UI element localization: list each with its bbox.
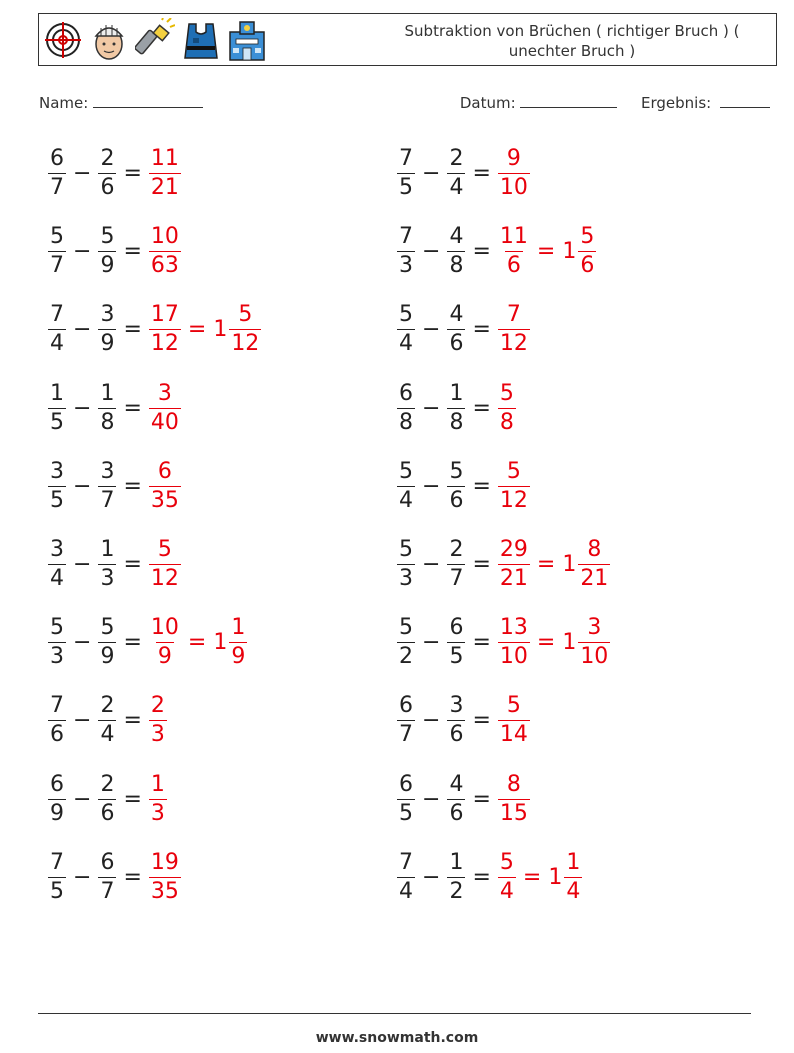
minuend-fraction [397,223,415,280]
denominator: 2 [449,878,464,904]
problem-12 [395,223,598,280]
denominator: 3 [150,722,165,748]
problem-16 [395,536,612,593]
minuend-fraction [397,771,415,828]
denominator: 5 [399,175,413,200]
mixed-fraction [229,614,247,671]
mixed-fraction [578,223,596,280]
minuend-fraction [48,145,66,202]
subtrahend-fraction [447,458,465,515]
mixed-whole: 1 [213,317,228,343]
header-icons [43,18,267,62]
equals-sign: = [522,864,542,890]
subtrahend-fraction [447,301,465,358]
denominator: 3 [399,566,413,591]
denominator: 12 [150,566,179,591]
minus-sign: − [422,473,441,499]
denominator: 4 [499,878,514,904]
denominator: 6 [100,175,115,200]
numerator: 6 [449,615,464,641]
subtrahend-fraction [98,536,116,593]
numerator: 3 [100,302,115,328]
denominator: 8 [100,409,115,435]
numerator: 11 [150,146,179,171]
denominator: 6 [449,487,464,513]
denominator: 8 [399,409,413,435]
mixed-whole: 1 [562,239,577,265]
minuend-fraction [397,145,415,202]
denominator: 4 [566,878,581,904]
name-blank[interactable] [93,93,203,108]
minuend-fraction [48,223,66,280]
numerator: 5 [506,693,521,719]
equals-sign: = [472,708,491,734]
minus-sign: − [73,630,92,656]
denominator: 4 [399,331,413,357]
denominator: 35 [150,487,179,513]
numerator: 13 [499,615,528,641]
minuend-fraction [397,380,415,437]
numerator: 5 [100,224,115,250]
answer-fraction [149,145,181,202]
numerator: 8 [587,537,602,562]
numerator: 1 [449,380,464,406]
mixed-whole: 1 [548,864,563,890]
minuend-fraction [397,536,415,593]
denominator: 3 [100,566,115,591]
minus-sign: − [422,630,441,656]
numerator: 11 [499,224,528,250]
minuend-fraction [48,849,66,906]
minus-sign: − [73,239,92,265]
denominator: 5 [399,800,413,826]
numerator: 10 [150,615,179,641]
minus-sign: − [73,864,92,890]
denominator: 9 [157,644,172,670]
numerator: 3 [449,693,464,719]
denominator: 6 [506,253,521,279]
date-blank[interactable] [520,93,617,108]
denominator: 21 [580,566,609,591]
problem-13 [395,301,532,358]
answer-fraction [149,849,181,906]
problem-7 [46,614,249,671]
answer-fraction [498,223,530,280]
numerator: 7 [399,224,413,250]
problem-8 [46,692,169,749]
problem-11 [395,145,532,202]
problem-4 [46,380,183,437]
equals-sign: = [536,630,556,656]
score-blank[interactable] [720,93,770,108]
numerator: 5 [399,537,413,562]
numerator: 29 [499,537,528,562]
numerator: 1 [100,537,115,562]
subtrahend-fraction [447,145,465,202]
numerator: 1 [449,849,464,875]
denominator: 4 [50,331,64,357]
minuend-fraction [397,301,415,358]
numerator: 5 [399,302,413,328]
minus-sign: − [73,473,92,499]
footer-divider [38,1013,751,1014]
denominator: 4 [50,566,64,591]
problem-20 [395,849,584,906]
numerator: 1 [100,380,115,406]
equals-sign: = [123,317,142,343]
numerator: 5 [506,458,521,484]
answer-fraction [149,301,181,358]
denominator: 35 [150,878,179,904]
answer-fraction [498,301,530,358]
denominator: 10 [499,175,528,200]
worksheet-title: Subtraktion von Brüchen ( richtiger Bruch ) ( unechter Bruch ) [404,22,740,60]
numerator: 7 [50,693,64,719]
denominator: 6 [449,800,464,826]
equals-sign: = [472,552,491,577]
equals-sign: = [536,552,556,577]
subtrahend-fraction [447,223,465,280]
prisoner-icon [89,18,129,62]
numerator: 10 [150,224,179,250]
answer-fraction [498,145,530,202]
numerator: 6 [399,771,413,797]
denominator: 63 [150,253,179,279]
mixed-fraction [578,536,610,593]
numerator: 4 [449,224,464,250]
numerator: 4 [449,771,464,797]
police-vest-icon [181,18,221,62]
problem-1 [46,145,183,202]
crosshair-icon [43,18,83,62]
minus-sign: − [422,239,441,265]
minuend-fraction [48,771,66,828]
minus-sign: − [73,395,92,421]
numerator: 2 [100,771,115,797]
answer-fraction [498,614,530,671]
footer-url: www.snowmath.com [315,1030,479,1046]
minus-sign: − [73,786,92,812]
problem-3 [46,301,263,358]
numerator: 1 [50,380,64,406]
numerator: 1 [150,771,165,797]
subtrahend-fraction [447,536,465,593]
problem-19 [395,771,532,828]
numerator: 5 [499,380,514,406]
answer-fraction [498,380,516,437]
denominator: 9 [100,644,115,670]
denominator: 15 [499,800,528,826]
numerator: 5 [238,302,253,328]
numerator: 7 [399,849,413,875]
denominator: 3 [399,253,413,279]
problem-5 [46,458,183,515]
denominator: 4 [399,878,413,904]
numerator: 1 [231,615,246,641]
subtrahend-fraction [98,692,116,749]
numerator: 5 [399,458,413,484]
numerator: 5 [50,615,64,641]
answer-fraction [149,614,181,671]
minus-sign: − [422,708,441,734]
minuend-fraction [397,458,415,515]
denominator: 12 [231,331,260,357]
denominator: 12 [150,331,179,357]
numerator: 3 [587,615,602,641]
minus-sign: − [73,708,92,734]
equals-sign: = [472,239,491,265]
mixed-whole: 1 [562,552,577,577]
worksheet-header [38,13,777,66]
numerator: 5 [580,224,595,250]
mixed-fraction [564,849,582,906]
minus-sign: − [422,552,441,577]
answer-fraction [498,458,530,515]
denominator: 5 [50,487,64,513]
numerator: 7 [506,302,521,328]
denominator: 6 [449,722,464,748]
equals-sign: = [472,864,491,890]
denominator: 12 [499,331,528,357]
answer-fraction [498,771,530,828]
subtrahend-fraction [98,614,116,671]
numerator: 7 [50,849,64,875]
police-station-icon [227,18,267,62]
denominator: 3 [50,644,64,670]
equals-sign: = [123,786,142,812]
numerator: 7 [399,146,413,171]
equals-sign: = [472,395,491,421]
numerator: 17 [150,302,179,328]
minus-sign: − [422,786,441,812]
minus-sign: − [73,552,92,577]
minus-sign: − [73,317,92,343]
denominator: 9 [100,253,115,279]
subtrahend-fraction [447,692,465,749]
equals-sign: = [123,395,142,421]
denominator: 5 [50,409,64,435]
flashlight-icon [135,18,175,62]
numerator: 6 [100,849,115,875]
equals-sign: = [123,708,142,734]
minus-sign: − [422,864,441,890]
minus-sign: − [422,317,441,343]
equals-sign: = [472,317,491,343]
subtrahend-fraction [98,301,116,358]
equals-sign: = [123,630,142,656]
mixed-whole: 1 [562,630,577,656]
equals-sign: = [123,473,142,499]
denominator: 10 [580,644,609,670]
numerator: 3 [100,458,115,484]
denominator: 4 [100,722,115,748]
denominator: 40 [150,409,179,435]
problem-17 [395,614,612,671]
denominator: 7 [399,722,413,748]
denominator: 21 [150,175,179,200]
numerator: 3 [157,380,172,406]
equals-sign: = [536,239,556,265]
numerator: 6 [157,458,172,484]
denominator: 6 [50,722,64,748]
mixed-fraction [578,614,610,671]
date-label: Datum: [459,94,516,112]
answer-fraction [149,692,167,749]
name-label: Name: [39,94,89,112]
denominator: 2 [399,644,413,670]
denominator: 7 [50,175,64,200]
minus-sign: − [422,395,441,421]
subtrahend-fraction [447,614,465,671]
denominator: 8 [499,409,514,435]
denominator: 8 [449,409,464,435]
minuend-fraction [397,692,415,749]
denominator: 5 [449,644,464,670]
problem-18 [395,692,532,749]
equals-sign: = [123,239,142,265]
answer-fraction [149,458,181,515]
denominator: 8 [449,253,464,279]
denominator: 9 [50,800,64,826]
numerator: 6 [50,146,64,171]
denominator: 6 [580,253,595,279]
numerator: 6 [50,771,64,797]
mixed-fraction [229,301,261,358]
numerator: 2 [449,537,464,562]
minuend-fraction [48,692,66,749]
equals-sign: = [472,473,491,499]
numerator: 3 [50,537,64,562]
minus-sign: − [73,161,92,186]
equals-sign: = [472,786,491,812]
numerator: 5 [499,849,514,875]
name-field [39,93,203,112]
denominator: 7 [100,878,115,904]
equals-sign: = [472,161,491,186]
minuend-fraction [48,380,66,437]
numerator: 4 [449,302,464,328]
problem-9 [46,771,169,828]
numerator: 19 [150,849,179,875]
denominator: 3 [150,800,165,826]
answer-fraction [498,536,530,593]
numerator: 5 [399,615,413,641]
problem-15 [395,458,532,515]
numerator: 9 [506,146,521,171]
subtrahend-fraction [98,849,116,906]
denominator: 6 [100,800,115,826]
equals-sign: = [123,552,142,577]
subtrahend-fraction [98,771,116,828]
denominator: 5 [50,878,64,904]
minuend-fraction [48,458,66,515]
subtrahend-fraction [98,458,116,515]
problem-10 [46,849,183,906]
subtrahend-fraction [447,380,465,437]
problem-14 [395,380,518,437]
subtrahend-fraction [447,849,465,906]
numerator: 6 [399,693,413,719]
minuend-fraction [397,614,415,671]
equals-sign: = [123,161,142,186]
score-label: Ergebnis: [641,94,712,112]
numerator: 3 [50,458,64,484]
minuend-fraction [48,301,66,358]
denominator: 6 [449,331,464,357]
answer-fraction [498,849,516,906]
subtrahend-fraction [98,380,116,437]
denominator: 12 [499,487,528,513]
numerator: 7 [50,302,64,328]
numerator: 2 [150,693,165,719]
minuend-fraction [48,614,66,671]
numerator: 2 [100,146,115,171]
denominator: 7 [449,566,464,591]
numerator: 5 [449,458,464,484]
numerator: 5 [157,537,172,562]
denominator: 21 [499,566,528,591]
date-score-fields [460,93,770,112]
denominator: 4 [449,175,464,200]
subtrahend-fraction [98,145,116,202]
minuend-fraction [48,536,66,593]
answer-fraction [149,223,181,280]
numerator: 5 [100,615,115,641]
denominator: 9 [100,331,115,357]
numerator: 2 [100,693,115,719]
numerator: 6 [399,380,413,406]
denominator: 4 [399,487,413,513]
minus-sign: − [422,161,441,186]
subtrahend-fraction [98,223,116,280]
numerator: 2 [449,146,464,171]
denominator: 7 [50,253,64,279]
numerator: 1 [566,849,581,875]
problem-6 [46,536,183,593]
minuend-fraction [397,849,415,906]
equals-sign: = [187,630,207,656]
denominator: 10 [499,644,528,670]
equals-sign: = [123,864,142,890]
answer-fraction [149,536,181,593]
equals-sign: = [472,630,491,656]
answer-fraction [149,380,181,437]
answer-fraction [498,692,530,749]
mixed-whole: 1 [213,630,228,656]
numerator: 8 [506,771,521,797]
denominator: 14 [499,722,528,748]
equals-sign: = [187,317,207,343]
answer-fraction [149,771,167,828]
problem-2 [46,223,183,280]
numerator: 5 [50,224,64,250]
subtrahend-fraction [447,771,465,828]
denominator: 9 [231,644,246,670]
denominator: 7 [100,487,115,513]
